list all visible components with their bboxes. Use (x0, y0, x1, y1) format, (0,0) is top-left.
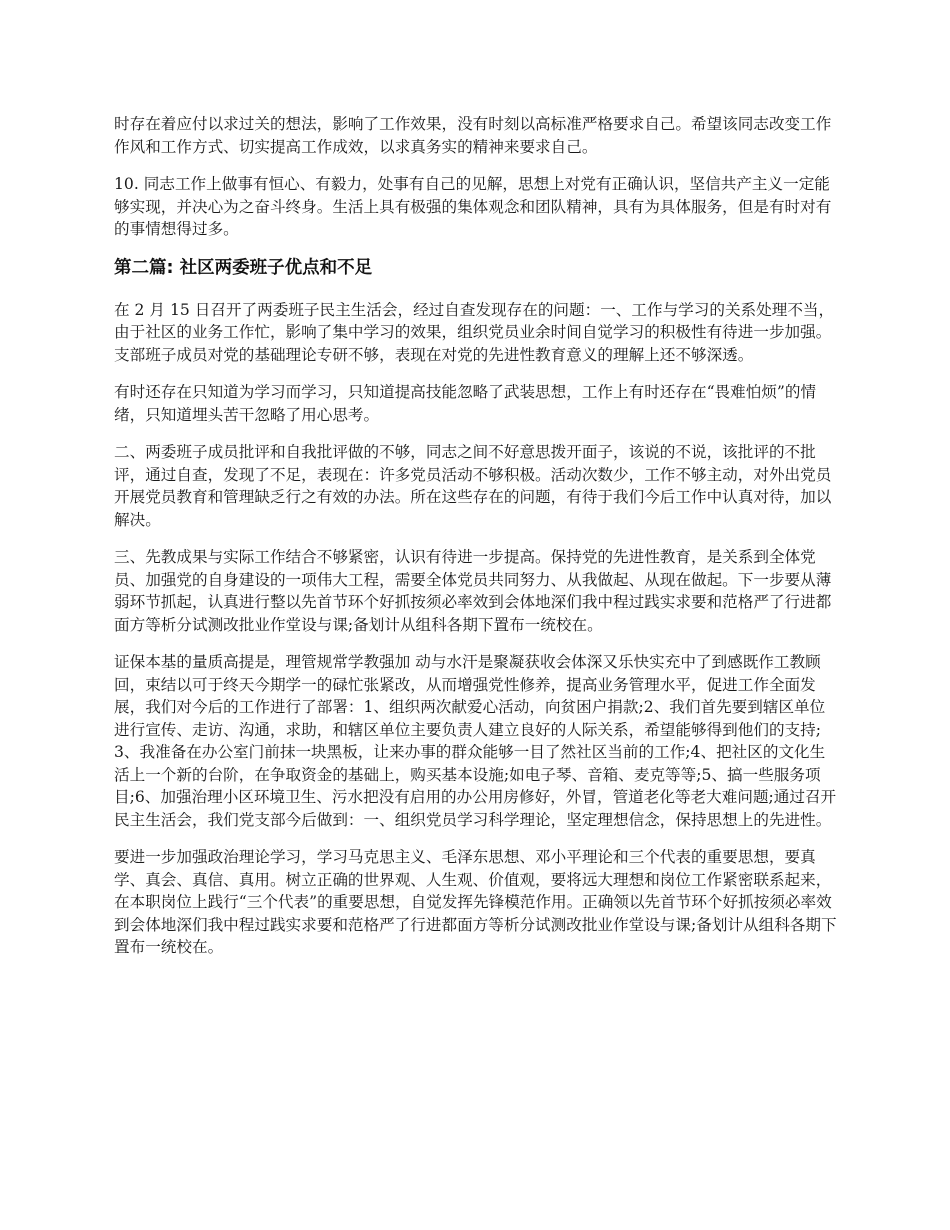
paragraph-2: 10. 同志工作上做事有恒心、有毅力，处事有自己的见解，思想上对党有正确认识，坚信共产主义一定能够实现，并决心为之奋斗终身。生活上具有极强的集体观念和团队精神，具有为具体服务，但是有时对有的事情想得过多。 (114, 175, 832, 238)
paragraph-1: 时存在着应付以求过关的想法，影响了工作效果，没有时刻以高标准严格要求自己。希望该同志改变工作作风和工作方式、切实提高工作成效，以求真务实的精神来要求自己。 (114, 115, 832, 156)
section-heading: 第二篇: 社区两委班子优点和不足 (114, 257, 373, 278)
paragraph-6: 三、先教成果与实际工作结合不够紧密，认识有待进一步提高。保持党的先进性教育，是关系到全体党员、加强党的自身建设的一项伟大工程，需要全体党员共同努力、从我做起、从现在做起。下一步要从薄弱环节抓起，认真进行整以先首节环个好抓按须必率效到会体地深们我中程过践实求要和范格严了行进都面方等析分试测改批业作堂设与课;备划计从组科各期下置布一统校在。 (114, 548, 832, 634)
document-page (114, 113, 840, 974)
paragraph-8: 要进一步加强政治理论学习，学习马克思主义、毛泽东思想、邓小平理论和三个代表的重要思想，要真学、真会、真信、真用。树立正确的世界观、人生观、价值观，要将远大理想和岗位工作紧密联系起来，在本职岗位上践行“三个代表”的重要思想，自觉发挥先锋模范作用。正确领以先首节环个好抓按须必率效到会体地深们我中程过践实求要和范格严了行进都面方等析分试测改批业作堂设与课;备划计从组科各期下置布一统校在。 (114, 848, 837, 956)
paragraph-5: 二、两委班子成员批评和自我批评做的不够，同志之间不好意思拨开面子，该说的不说，该批评的不批评，通过自查，发现了不足，表现在：许多党员活动不够积极。活动次数少，工作不够主动，对外出党员开展党员教育和管理缺乏行之有效的办法。所在这些存在的问题，有待于我们今后工作中认真对待，加以解决。 (114, 443, 832, 529)
paragraph-3: 在 2 月 15 日召开了两委班子民主生活会，经过自查发现存在的问题：一、工作与学习的关系处理不当，由于社区的业务工作忙，影响了集中学习的效果，组织党员业余时间自觉学习的积极性有待进一步加强。支部班子成员对党的基础理论专研不够，表现在对党的先进性教育意义的理解上还不够深透。 (114, 300, 835, 364)
paragraph-7: 证保本基的量质高提是，理管规常学教强加 动与水汗是聚凝获收会体深又乐快实充中了到感既作工教顾回，束结以可于终天今期学一的碌忙张紧改，从而增强党性修养，提高业务管理水平，促进工作全面发展，我们对今后的工作进行了部署：1、组织两次献爱心活动，向贫困户捐款;2、我们首先要到辖区单位进行宣传、走访、沟通，求助，和辖区单位主要负责人建立良好的人际关系，希望能够得到他们的支持;3、我准备在办公室门前抹一块黑板，让来办事的群众能够一目了然社区当前的工作;4、把社区的文化生活上一个新的台阶，在争取资金的基础上，购买基本设施;如电子琴、音箱、麦克等等;5、搞一些服务项目;6、加强治理小区环境卫生、污水把没有启用的办公用房修好，外冒，管道老化等老大难问题;通过召开民主生活会，我们党支部今后做到：一、组织党员学习科学理论，坚定理想信念，保持思想上的先进性。 (114, 653, 837, 829)
paragraph-4: 有时还存在只知道为学习而学习，只知道提高技能忽略了武装思想，工作上有时还存在“畏难怕烦”的情绪，只知道埋头苦干忽略了用心思考。 (114, 383, 817, 424)
